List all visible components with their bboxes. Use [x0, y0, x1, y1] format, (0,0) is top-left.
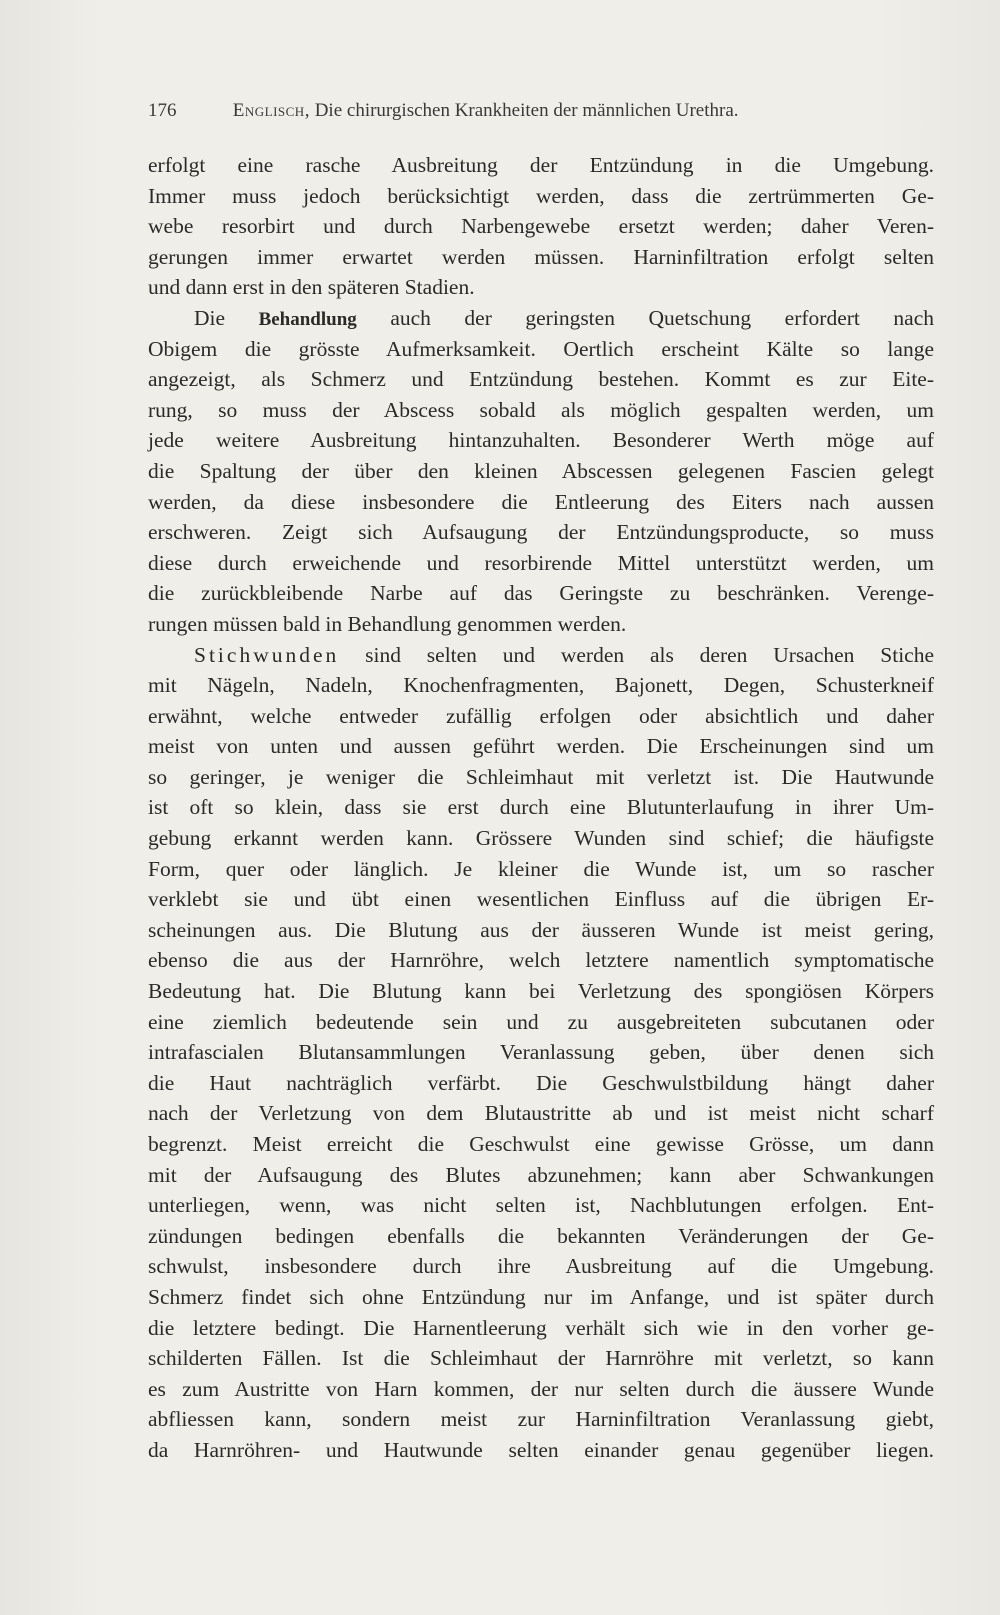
text-line: die Haut nachträglich verfärbt. Die Geschwulstbildung hängt daher	[148, 1070, 934, 1095]
text-line: Immer muss jedoch berücksichtigt werden, dass die zertrümmerten Ge-	[148, 183, 934, 208]
text-line: erfolgt eine rasche Ausbreitung der Entzündung in die Umgebung.	[148, 153, 934, 177]
text-line: die Spaltung der über den kleinen Abscessen gelegenen Fascien gelegt	[148, 458, 934, 483]
text-line: gerungen immer erwartet werden müssen. Harninfiltration erfolgt selten	[148, 244, 934, 269]
text-line: diese durch erweichende und resorbirende Mittel unterstützt werden, um	[148, 550, 934, 575]
text-line: ebenso die aus der Harnröhre, welch letztere namentlich symptomatische	[148, 948, 934, 973]
text-line: verklebt sie und übt einen wesentlichen Einfluss auf die übrigen Er-	[148, 887, 934, 912]
text-line: werden, da diese insbesondere die Entleerung des Eiters nach aussen	[148, 489, 934, 514]
text-line: und dann erst in den späteren Stadien.	[148, 275, 475, 300]
text-line: Stichwunden sind selten und werden als deren Ursachen Stiche	[194, 642, 934, 667]
text-line: es zum Austritte von Harn kommen, der nur selten durch die äussere Wunde	[148, 1376, 934, 1401]
text-line: eine ziemlich bedeutende sein und zu ausgebreiteten subcutanen oder	[148, 1009, 934, 1034]
text-line: erwähnt, welche entweder zufällig erfolgen oder absichtlich und daher	[148, 703, 934, 728]
text-line: Schmerz findet sich ohne Entzündung nur im Anfange, und ist später durch	[148, 1284, 934, 1309]
emphasized-term: Stichwunden	[194, 642, 340, 667]
text-line: da Harnröhren- und Hautwunde selten einander genau gegenüber liegen.	[148, 1437, 934, 1462]
text-line: mit der Aufsaugung des Blutes abzunehmen; kann aber Schwankungen	[148, 1162, 934, 1187]
text-line: schilderten Fällen. Ist die Schleimhaut der Harnröhre mit verletzt, so kann	[148, 1346, 934, 1371]
text-line: unterliegen, wenn, was nicht selten ist, Nachblutungen erfolgen. Ent-	[148, 1193, 934, 1218]
text-line: zündungen bedingen ebenfalls die bekannten Veränderungen der Ge-	[148, 1223, 934, 1248]
text-line: die zurückbleibende Narbe auf das Geringste zu beschränken. Verenge-	[148, 581, 934, 606]
text-line: gebung erkannt werden kann. Grössere Wunden sind schief; die häufigste	[148, 826, 934, 851]
text-line: jede weitere Ausbreitung hintanzuhalten. Besonderer Werth möge auf	[148, 428, 934, 453]
text-line: Form, quer oder länglich. Je kleiner die Wunde ist, um so rascher	[148, 856, 934, 881]
text-line: intrafascialen Blutansammlungen Veranlassung geben, über denen sich	[148, 1040, 934, 1065]
body-text	[148, 150, 934, 1466]
page-number: 176	[148, 100, 177, 121]
text-line: die letztere bedingt. Die Harnentleerung verhält sich wie in den vorher ge-	[148, 1315, 934, 1340]
text-line: so geringer, je weniger die Schleimhaut mit verletzt ist. Die Hautwunde	[148, 764, 934, 789]
text-line: mit Nägeln, Nadeln, Knochenfragmenten, Bajonett, Degen, Schusterkneif	[148, 673, 934, 698]
header-author: Englisch,	[232, 100, 310, 121]
text-line: Bedeutung hat. Die Blutung kann bei Verletzung des spongiösen Körpers	[148, 979, 934, 1004]
emphasized-term: Behandlung	[258, 308, 357, 330]
header-title: Die chirurgischen Krankheiten der männlichen Urethra.	[314, 100, 739, 121]
text-line: abfliessen kann, sondern meist zur Harninfiltration Veranlassung giebt,	[148, 1407, 934, 1432]
text-line: angezeigt, als Schmerz und Entzündung bestehen. Kommt es zur Eite-	[148, 367, 934, 392]
text-line: meist von unten und aussen geführt werden. Die Erscheinungen sind um	[148, 734, 934, 759]
text-line: Obigem die grösste Aufmerksamkeit. Oertlich erscheint Kälte so lange	[148, 336, 934, 361]
text-line: scheinungen aus. Die Blutung aus der äusseren Wunde ist meist gering,	[148, 917, 934, 942]
running-header	[148, 100, 858, 122]
text-line: rung, so muss der Abscess sobald als möglich gespalten werden, um	[148, 397, 934, 422]
text-line: nach der Verletzung von dem Blutaustritte ab und ist meist nicht scharf	[148, 1101, 934, 1126]
text-line: ist oft so klein, dass sie erst durch eine Blutunterlaufung in ihrer Um-	[148, 795, 934, 820]
text-line: begrenzt. Meist erreicht die Geschwulst eine gewisse Grösse, um dann	[148, 1132, 934, 1156]
text-line: schwulst, insbesondere durch ihre Ausbreitung auf die Umgebung.	[148, 1254, 934, 1279]
text-line: rungen müssen bald in Behandlung genommen werden.	[148, 611, 627, 636]
text-line: erschweren. Zeigt sich Aufsaugung der Entzündungsproducte, so muss	[148, 520, 934, 545]
text-line: Die Behandlung auch der geringsten Quetschung erfordert nach	[194, 305, 934, 330]
text-line: webe resorbirt und durch Narbengewebe ersetzt werden; daher Veren-	[148, 214, 934, 239]
